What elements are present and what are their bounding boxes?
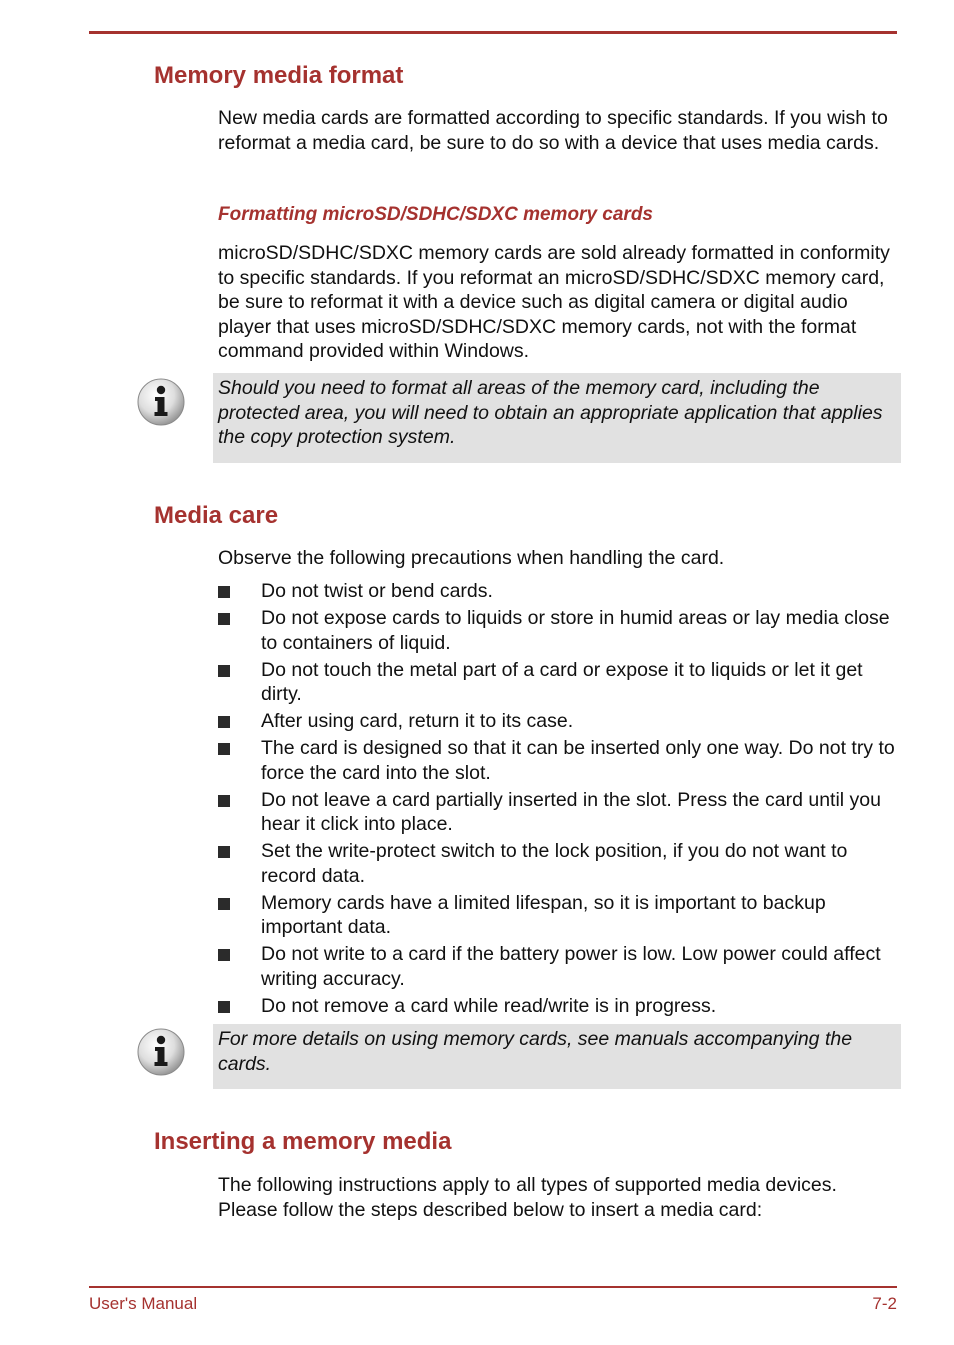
bullet-text: Do not expose cards to liquids or store in humid areas or lay media close to containers of liquid. [261,607,890,654]
bullet-text: Memory cards have a limited lifespan, so it is important to backup important data. [261,891,826,938]
bullet-square-icon [218,665,230,677]
list-item [218,736,898,785]
bullet-square-icon [218,1001,230,1013]
bullet-text: Do not write to a card if the battery power is low. Low power could affect writing accuracy. [261,943,881,990]
list-item [218,839,898,888]
bullet-text: Do not remove a card while read/write is in progress. [261,994,717,1017]
subheading-formatting-cards: Formatting microSD/SDHC/SDXC memory cards [218,204,653,225]
format-paragraph: New media cards are formatted according to specific standards. If you wish to reformat a media card, be sure to do so with a device that uses media cards. [218,107,888,154]
formatting-paragraph: microSD/SDHC/SDXC memory cards are sold already formatted in conformity to specific standards. If you reformat an microSD/SDHC/SDXC memory card, be sure to reformat it with a device such as digital camera or digital audio player that uses microSD/SDHC/SDXC memory cards, not with the format command provided within Windows. [218,242,890,362]
header-rule [89,31,897,34]
heading-media-care: Media care [154,502,279,529]
note-text-care: For more details on using memory cards, see manuals accompanying the cards. [218,1028,853,1075]
list-item [218,658,898,707]
info-icon [136,377,186,427]
bullet-square-icon [218,586,230,598]
list-item [218,942,898,991]
note-box-format [213,373,901,463]
list-item [218,788,898,837]
bullet-text: Set the write-protect switch to the lock position, if you do not want to record data. [261,840,848,887]
footer-page-number: 7-2 [872,1294,897,1313]
footer-rule [89,1286,897,1288]
list-item [218,579,898,604]
list-item [218,709,898,734]
bullet-text: Do not leave a card partially inserted in the slot. Press the card until you hear it click into place. [261,788,881,835]
info-icon [136,1027,186,1077]
bullet-text: The card is designed so that it can be inserted only one way. Do not try to force the card into the slot. [261,737,895,784]
bullet-square-icon [218,743,230,755]
care-intro: Observe the following precautions when handling the card. [218,547,725,569]
heading-memory-media-format: Memory media format [154,62,404,89]
footer-manual-title: User's Manual [89,1294,198,1313]
inserting-paragraph: The following instructions apply to all types of supported media devices. Please follow the steps described below to insert a media card: [218,1174,837,1221]
list-item [218,606,898,655]
bullet-text: Do not touch the metal part of a card or expose it to liquids or let it get dirty. [261,658,863,705]
bullet-square-icon [218,716,230,728]
bullet-square-icon [218,846,230,858]
bullet-square-icon [218,949,230,961]
care-bullet-list [218,579,898,1021]
bullet-text: After using card, return it to its case. [261,710,574,732]
bullet-square-icon [218,613,230,625]
list-item [218,994,898,1019]
bullet-square-icon [218,898,230,910]
note-text-format: Should you need to format all areas of the memory card, including the protected area, you will need to obtain an appropriate application that applies the copy protection system. [218,377,883,448]
bullet-square-icon [218,795,230,807]
list-item [218,891,898,940]
bullet-text: Do not twist or bend cards. [261,580,493,602]
heading-inserting-memory-media: Inserting a memory media [154,1128,452,1155]
note-box-care [213,1024,901,1089]
